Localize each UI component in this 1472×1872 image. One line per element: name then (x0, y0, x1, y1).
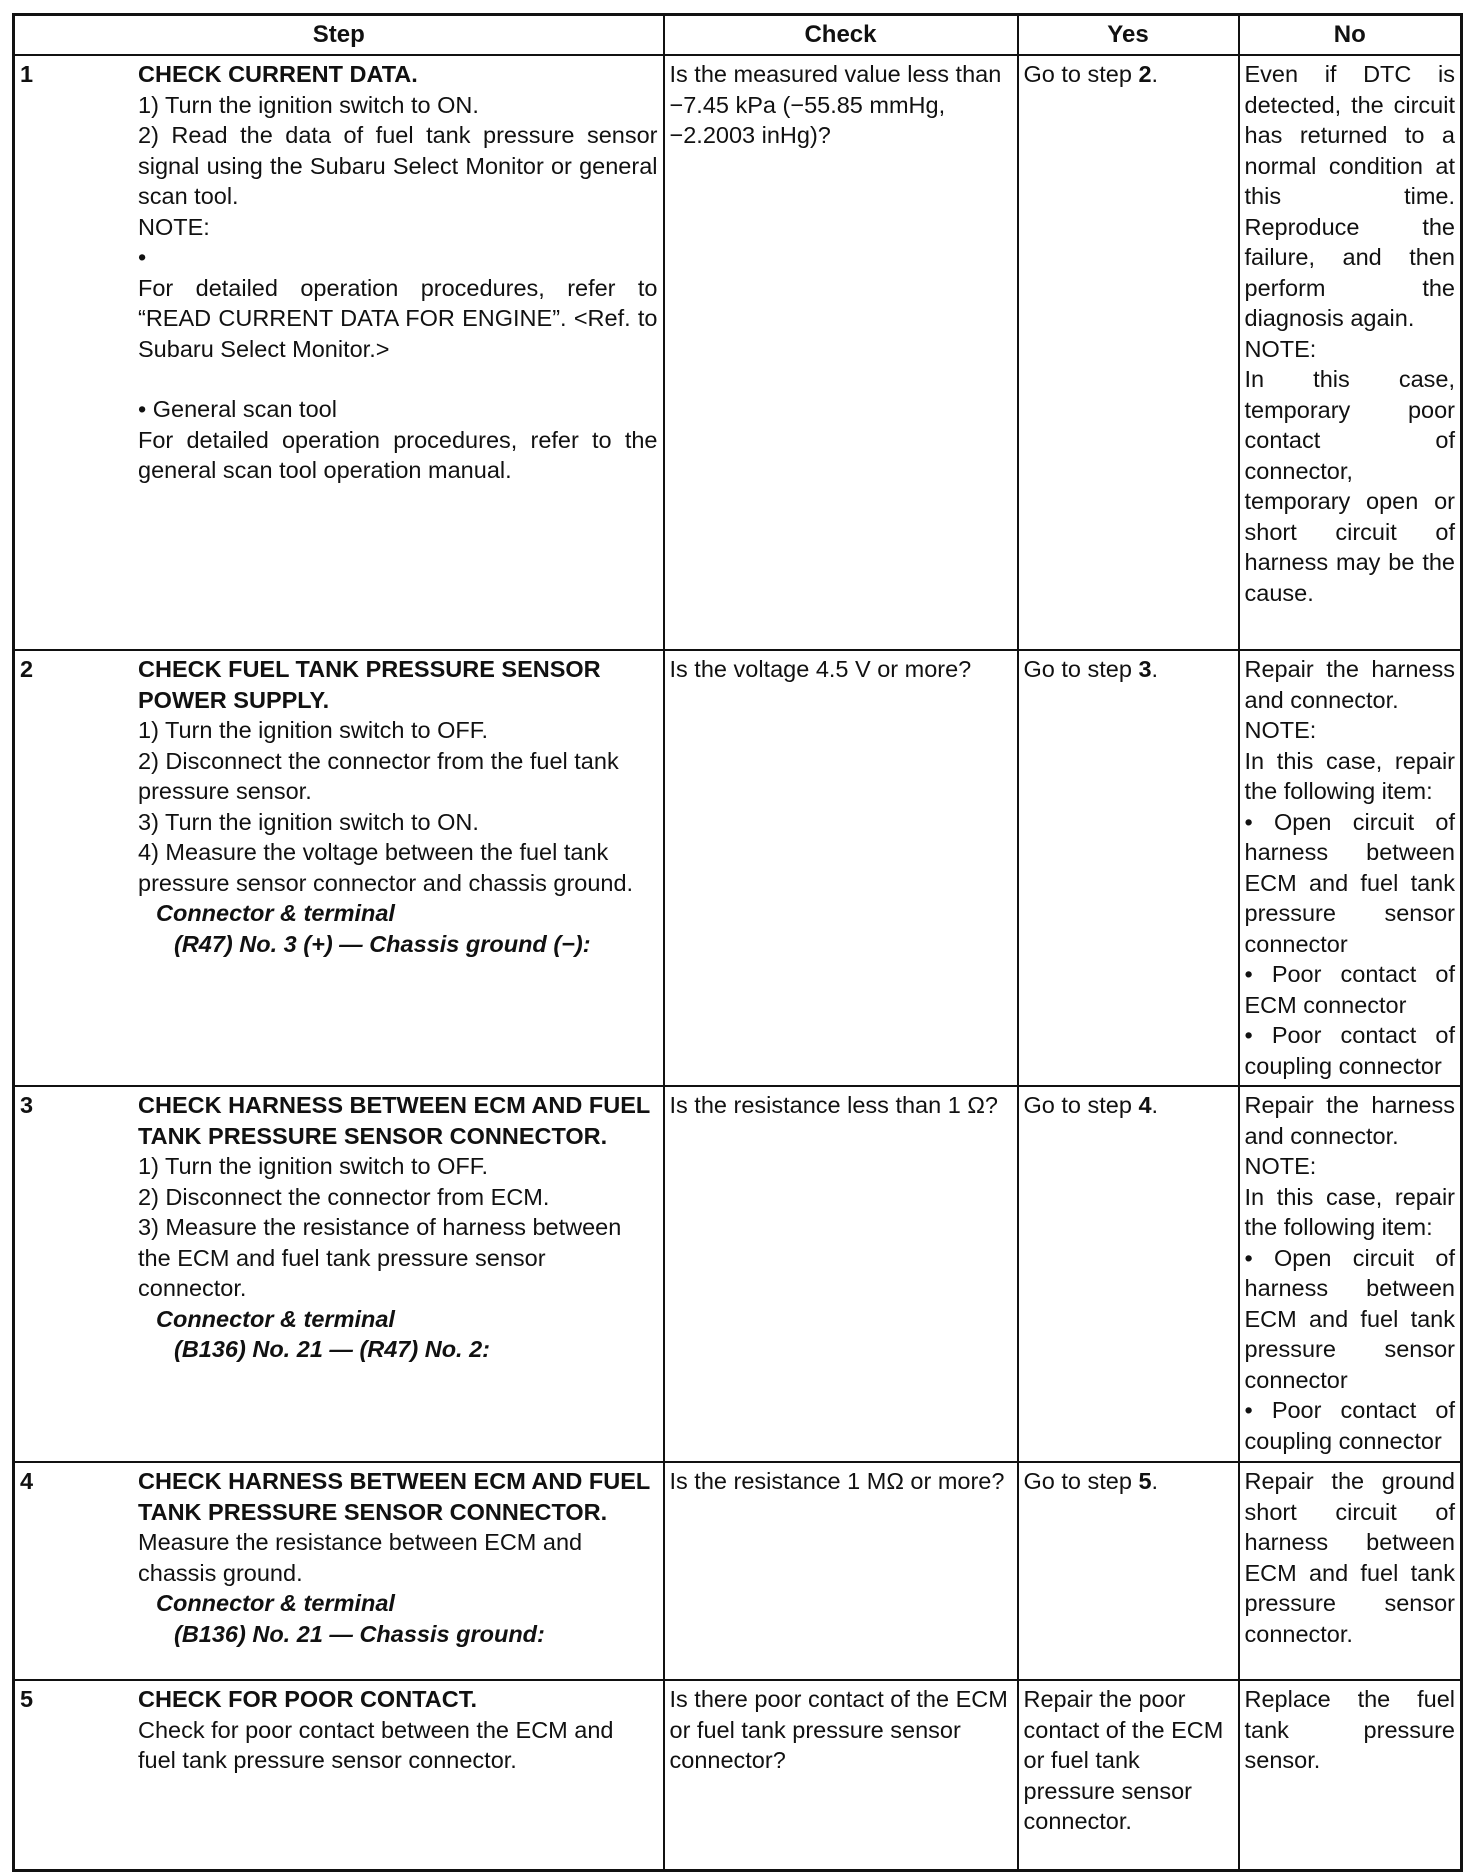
yes-text: Go to step (1023, 656, 1139, 682)
step-cell (14, 650, 664, 1086)
bullet: • (138, 244, 147, 270)
connector-terminal: (B136) No. 21 — (R47) No. 2: (174, 1336, 491, 1362)
step-line: 2) Disconnect the connector from ECM. (138, 1183, 550, 1210)
step-line: 1) Turn the ignition switch to OFF. (138, 717, 489, 743)
no-cell (1239, 1086, 1462, 1462)
check-cell: Is the voltage 4.5 V or more? (664, 650, 1018, 1086)
step-cell (14, 1680, 664, 1870)
no-line: Repair the harness and connector. (1244, 1092, 1455, 1149)
note-label: NOTE: (1244, 1153, 1317, 1179)
no-line: In this case, temporary poor contact of connector, temporary open or short circuit of harness may be the cause. (1244, 366, 1455, 606)
step-number: 2 (20, 656, 34, 682)
step-cell (14, 1086, 664, 1462)
check-cell: Is there poor contact of the ECM or fuel tank pressure sensor connector? (664, 1680, 1018, 1870)
yes-cell: Go to step 3. (1018, 650, 1239, 1086)
no-line: • Poor contact of coupling connector (1244, 1022, 1455, 1079)
connector-label: Connector & terminal (156, 1590, 395, 1616)
step-line: 1) Turn the ignition switch to OFF. (138, 1153, 489, 1179)
table-row (14, 55, 1462, 650)
step-number: 4 (20, 1468, 34, 1494)
step-line: 3) Measure the resistance of harness between the ECM and fuel tank pressure sensor connector. (138, 1214, 622, 1301)
yes-step-number: 2 (1138, 61, 1152, 87)
yes-cell: Repair the poor contact of the ECM or fuel tank pressure sensor connector. (1018, 1680, 1239, 1870)
step-line: 2) Disconnect the connector from the fuel tank pressure sensor. (138, 747, 619, 804)
connector-label: Connector & terminal (156, 1305, 395, 1332)
check-cell: Is the measured value less than −7.45 kPa (−55.85 mmHg, −2.2003 inHg)? (664, 55, 1018, 650)
step-line: 3) Turn the ignition switch to ON. (138, 808, 479, 835)
step-line: 4) Measure the voltage between the fuel tank pressure sensor connector and chassis ground. (138, 839, 634, 896)
step-number: 1 (20, 61, 34, 87)
no-line: • Open circuit of harness between ECM and fuel tank pressure sensor connector (1244, 1244, 1455, 1393)
step-line: • General scan tool (138, 396, 337, 422)
header-no: No (1239, 15, 1462, 56)
step-line: Check for poor contact between the ECM and fuel tank pressure sensor connector. (138, 1716, 614, 1773)
table-row (14, 1680, 1462, 1870)
no-line: In this case, repair the following item: (1244, 1183, 1455, 1240)
note-label: NOTE: (1244, 335, 1317, 362)
check-cell: Is the resistance 1 MΩ or more? (664, 1462, 1018, 1680)
no-cell (1239, 650, 1462, 1086)
connector-terminal: (R47) No. 3 (+) — Chassis ground (−): (174, 930, 591, 957)
diagnostic-table (12, 13, 1463, 1872)
no-line: In this case, repair the following item: (1244, 747, 1455, 804)
yes-step-number: 3 (1138, 656, 1152, 682)
connector-terminal: (B136) No. 21 — Chassis ground: (174, 1620, 545, 1647)
no-line: • Open circuit of harness between ECM and fuel tank pressure sensor connector (1244, 808, 1455, 957)
step-cell (14, 1462, 664, 1680)
no-line: Repair the harness and connector. (1244, 656, 1455, 713)
header-check: Check (664, 15, 1018, 56)
no-line: Even if DTC is detected, the circuit has returned to a normal condition at this time. Reproduce the failure, and then perform the diagnosis again. (1244, 61, 1455, 331)
yes-cell: Go to step 2. (1018, 55, 1239, 650)
spacer (138, 364, 658, 394)
step-title: CHECK HARNESS BETWEEN ECM AND FUEL TANK PRESSURE SENSOR CONNECTOR. (138, 1468, 650, 1525)
yes-step-number: 4 (1138, 1092, 1152, 1118)
yes-step-number: 5 (1138, 1468, 1152, 1494)
yes-text: Go to step (1023, 1092, 1139, 1118)
no-line: Repair the ground short circuit of harness between ECM and fuel tank pressure sensor connector. (1244, 1468, 1455, 1647)
step-number: 5 (20, 1686, 34, 1712)
no-cell (1239, 55, 1462, 650)
no-cell (1239, 1680, 1462, 1870)
table-row (14, 1086, 1462, 1462)
table-row (14, 650, 1462, 1086)
note-label: NOTE: (1244, 717, 1317, 743)
header-row (14, 15, 1462, 56)
yes-text: Go to step (1023, 61, 1139, 87)
table-row (14, 1462, 1462, 1680)
no-line: Replace the fuel tank pressure sensor. (1244, 1686, 1455, 1773)
check-cell: Is the resistance less than 1 Ω? (664, 1086, 1018, 1462)
step-line: For detailed operation procedures, refer to “READ CURRENT DATA FOR ENGINE”. <Ref. to Subaru Select Monitor.> (138, 274, 658, 362)
header-yes: Yes (1018, 15, 1239, 56)
connector-label: Connector & terminal (156, 900, 395, 926)
no-line: • Poor contact of coupling connector (1244, 1397, 1455, 1454)
step-line: 1) Turn the ignition switch to ON. (138, 91, 479, 118)
step-cell (14, 55, 664, 650)
step-title: CHECK FUEL TANK PRESSURE SENSOR POWER SUPPLY. (138, 656, 601, 713)
yes-cell: Go to step 5. (1018, 1462, 1239, 1680)
step-number: 3 (20, 1092, 34, 1118)
yes-text: Go to step (1023, 1468, 1139, 1494)
step-title: CHECK CURRENT DATA. (138, 61, 418, 87)
yes-cell: Go to step 4. (1018, 1086, 1239, 1462)
step-title: CHECK HARNESS BETWEEN ECM AND FUEL TANK PRESSURE SENSOR CONNECTOR. (138, 1092, 650, 1149)
no-line: • Poor contact of ECM connector (1244, 961, 1455, 1018)
step-title: CHECK FOR POOR CONTACT. (138, 1686, 478, 1712)
step-line: 2) Read the data of fuel tank pressure sensor signal using the Subaru Select Monitor or general scan tool. (138, 122, 658, 209)
no-cell (1239, 1462, 1462, 1680)
step-line: For detailed operation procedures, refer to the general scan tool operation manual. (138, 426, 658, 483)
note-label: NOTE: (138, 213, 210, 240)
step-line: Measure the resistance between ECM and chassis ground. (138, 1529, 583, 1586)
header-step: Step (14, 15, 664, 56)
